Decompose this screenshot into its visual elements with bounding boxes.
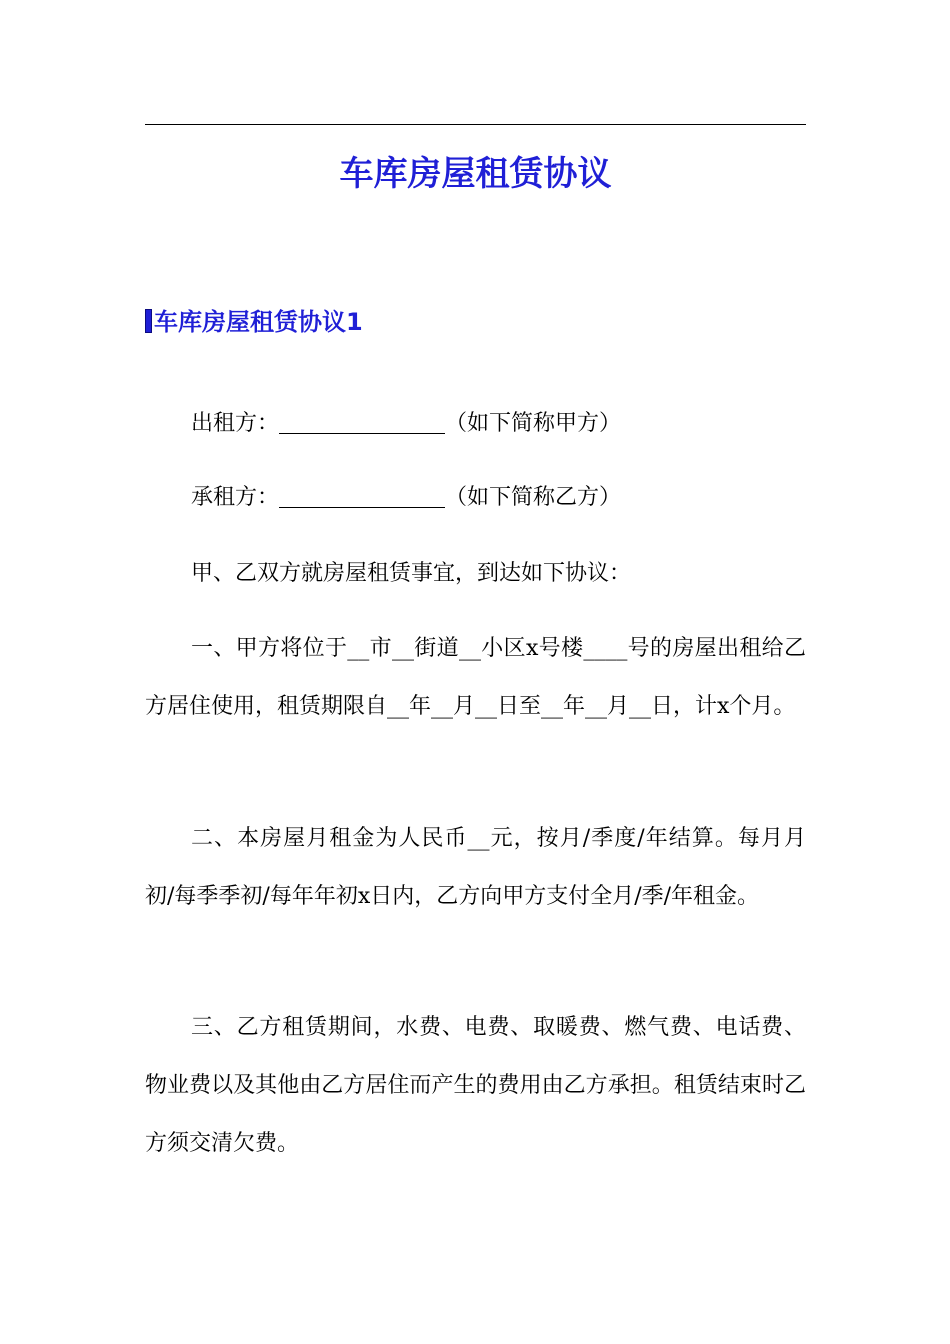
- lessor-blank: [279, 409, 445, 434]
- heading-marker-icon: [145, 309, 152, 333]
- lessee-blank: [279, 483, 445, 508]
- lessee-note: （如下简称乙方）: [445, 485, 622, 510]
- intro-paragraph: 甲、乙双方就房屋租赁事宜，到达如下协议：: [191, 561, 632, 586]
- lessee-label: 承租方：: [191, 485, 280, 510]
- clause-2-paragraph: 二、本房屋月租金为人民币__元，按月/季度/年结算。每月月初/每季季初/每年年初x日内，乙方向甲方支付全月/季/年租金。: [145, 826, 806, 909]
- section-heading: [145, 304, 363, 340]
- section-heading-text: 车库房屋租赁协议1: [154, 308, 363, 336]
- lessor-label: 出租方：: [191, 411, 280, 436]
- header-rule: [145, 124, 806, 125]
- clause-1-paragraph: 一、甲方将位于__市__街道__小区x号楼____号的房屋出租给乙方居住使用，租赁期限自__年__月__日至__年__月__日，计x个月。: [145, 636, 806, 719]
- lessor-note: （如下简称甲方）: [445, 411, 622, 436]
- lessor-line: [145, 395, 806, 453]
- clause-3-paragraph: 三、乙方租赁期间，水费、电费、取暖费、燃气费、电话费、物业费以及其他由乙方居住而产生的费用由乙方承担。租赁结束时乙方须交清欠费。: [145, 1015, 806, 1156]
- lessee-line: [145, 469, 806, 527]
- document-title: 车库房屋租赁协议: [339, 154, 612, 194]
